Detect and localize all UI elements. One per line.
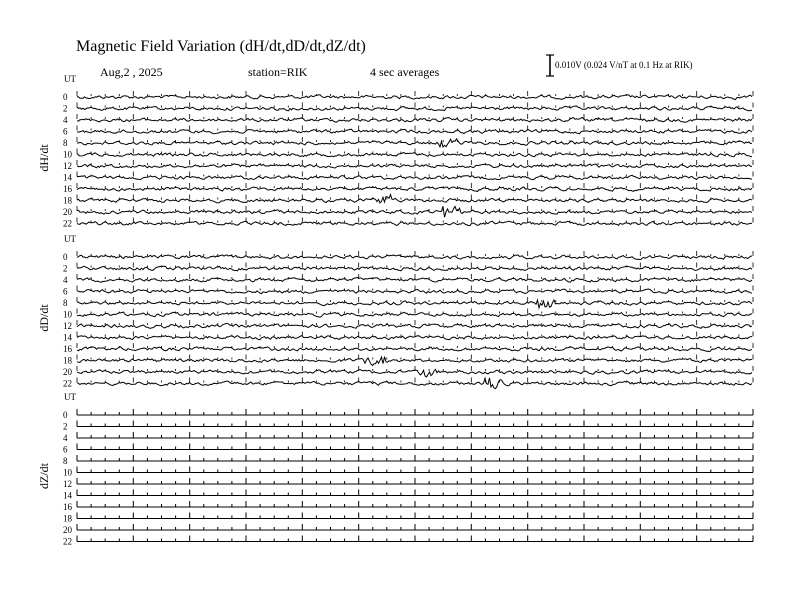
trace-line [77,106,752,111]
hour-label: 22 [63,218,72,229]
trace-ticks [77,183,753,188]
trace-line [77,255,752,260]
hour-label: 12 [63,321,72,331]
trace-ticks [77,251,753,256]
hour-label: 18 [63,355,72,366]
hour-label: 12 [63,479,72,489]
trace-ticks [77,274,753,279]
hour-label: 18 [63,513,72,524]
trace-line [77,187,752,192]
trace-ticks [77,343,753,348]
trace-ticks [77,501,753,507]
trace-line [77,357,752,366]
trace-line [77,289,752,294]
hour-label: 16 [63,344,72,354]
hour-label: 2 [63,263,68,274]
trace-line [77,347,752,352]
trace-line [77,164,752,168]
trace-line [77,266,752,271]
trace-ticks [77,103,753,108]
station-label: station=RIK [248,65,308,79]
hour-label: 6 [63,444,68,455]
scale-label: 0.010V (0.024 V/nT at 0.1 Hz at RIK) [555,60,693,70]
trace-ticks [77,114,753,119]
trace-ticks [77,355,753,360]
trace-ticks [77,172,753,177]
hour-label: 20 [63,367,72,377]
trace-line [77,336,752,340]
trace-line [77,221,752,225]
trace-ticks [77,467,753,473]
trace-ticks [77,421,753,427]
hour-label: 14 [63,172,72,183]
trace-line [77,129,752,134]
hour-label: 10 [63,149,72,160]
trace-ticks [77,137,753,142]
hour-label: 22 [63,378,72,389]
hour-label: 14 [63,490,72,501]
hour-label: 12 [63,161,72,171]
trace-ticks [77,286,753,291]
hour-label: 20 [63,207,72,217]
hour-label: 8 [63,456,68,466]
hour-label: 4 [63,275,68,285]
hour-label: 10 [63,309,72,320]
trace-ticks [77,366,753,371]
ut-label: UT [64,74,76,84]
hour-label: 20 [63,525,72,535]
trace-line [77,206,752,217]
trace-ticks [77,432,753,438]
hour-label: 8 [63,138,68,148]
hour-label: 14 [63,332,72,343]
hour-label: 22 [63,536,72,547]
trace-ticks [77,91,753,96]
trace-ticks [77,332,753,337]
trace-ticks [77,444,753,450]
trace-line [77,195,752,203]
trace-ticks [77,478,753,484]
trace-ticks [77,524,753,530]
trace-line [77,118,752,123]
trace-line [77,139,752,147]
trace-line [77,369,752,377]
chart-title: Magnetic Field Variation (dH/dt,dD/dt,dZ/dt) [76,38,366,55]
hour-label: 6 [63,126,68,137]
trace-line [77,312,752,317]
panel-ylabel: dD/dt [37,304,51,332]
hour-label: 8 [63,298,68,308]
trace-ticks [77,490,753,496]
hour-label: 4 [63,115,68,125]
trace-ticks [77,513,753,519]
hour-label: 6 [63,286,68,297]
hour-label: 16 [63,184,72,194]
trace-ticks [77,455,753,461]
hour-label: 0 [63,252,68,262]
ut-label: UT [64,234,76,244]
trace-ticks [77,320,753,325]
hour-label: 10 [63,467,72,478]
trace-line [77,95,752,100]
trace-line [77,278,752,283]
trace-line [77,175,752,179]
trace-line [77,323,752,328]
hour-label: 2 [63,103,68,114]
trace-line [77,300,752,308]
trace-ticks [77,536,753,542]
hour-label: 16 [63,502,72,512]
trace-ticks [77,206,753,211]
hour-label: 0 [63,92,68,102]
hour-label: 2 [63,421,68,432]
panel-ylabel: dH/dt [37,144,51,172]
hour-label: 18 [63,195,72,206]
ut-label: UT [64,392,76,402]
trace-ticks [77,409,753,415]
averaging-label: 4 sec averages [370,65,440,79]
trace-ticks [77,297,753,302]
trace-line [77,378,752,389]
hour-label: 0 [63,410,68,420]
panel-ylabel: dZ/dt [37,463,51,489]
trace-line [77,153,752,157]
hour-label: 4 [63,433,68,443]
trace-ticks [77,149,753,154]
date-label: Aug,2 , 2025 [100,65,163,79]
